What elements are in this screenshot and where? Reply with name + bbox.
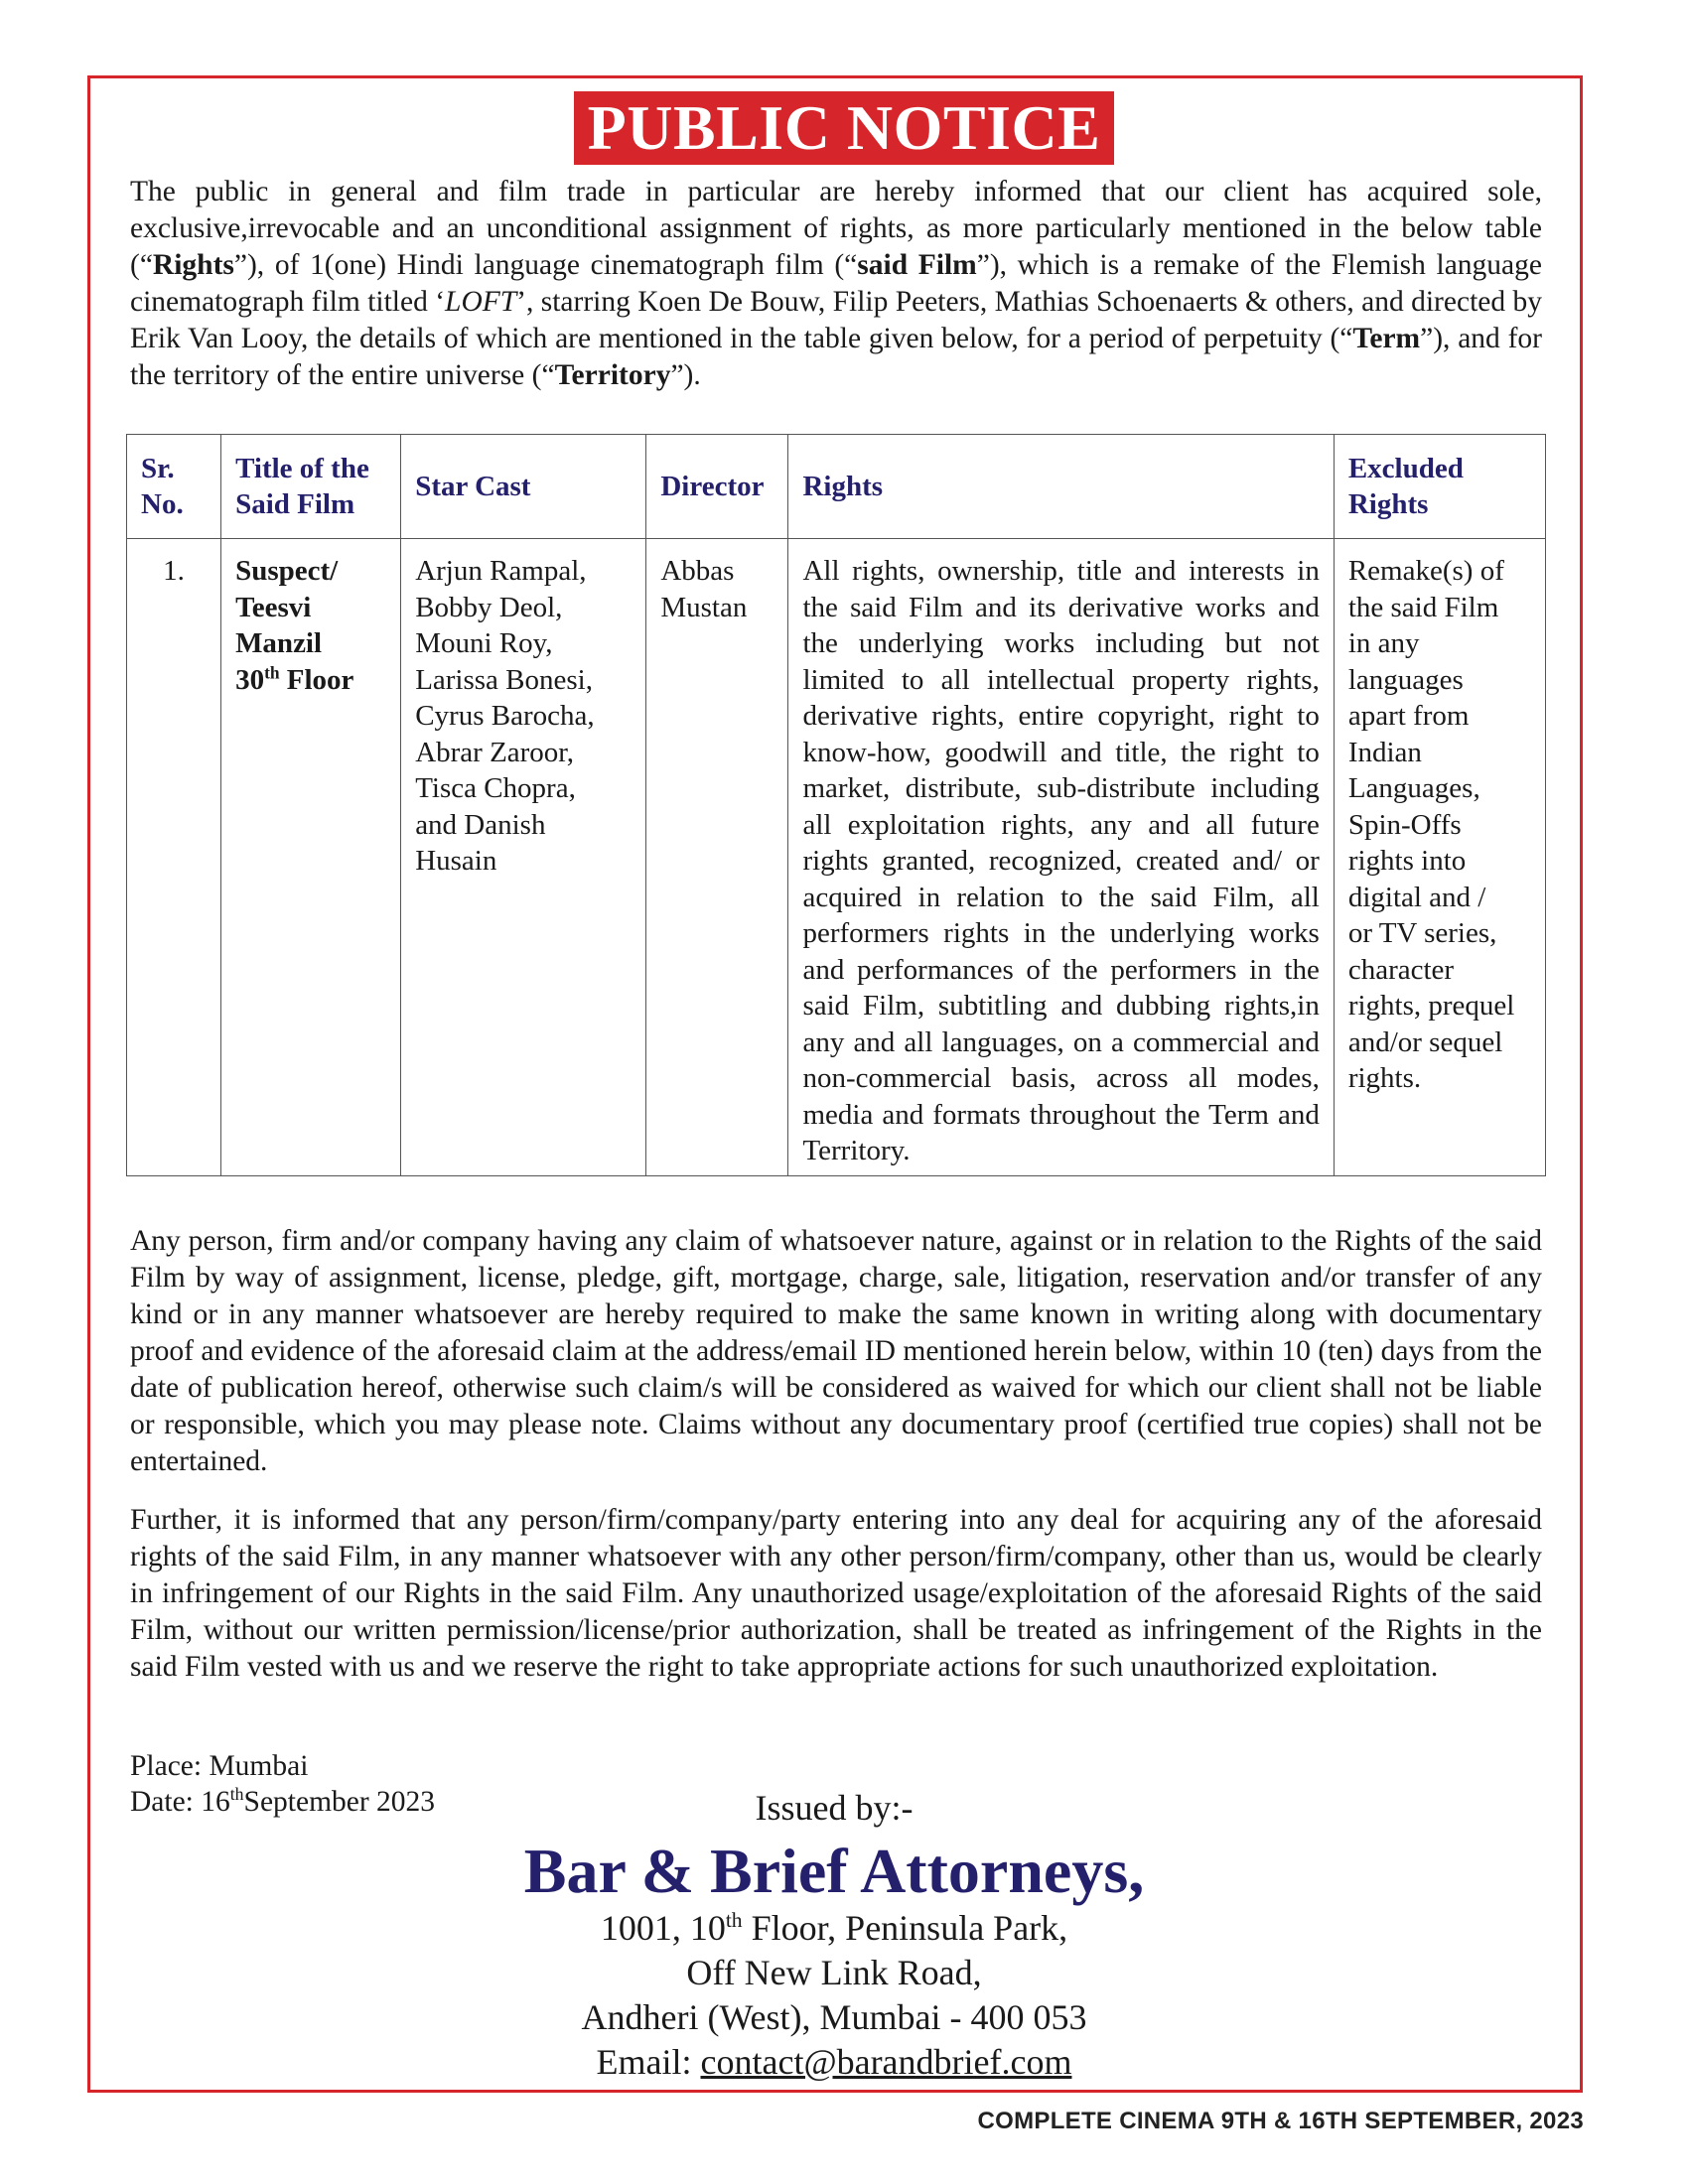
infringement-paragraph: Further, it is informed that any person/firm/company/party entering into any deal for acquiring any of the aforesaid rights of the said Film, in any manner whatsoever with any other person/firm/company, other than us, would be clearly in infringement of our Rights in the said Film. Any unauthorized usage/exploitation of the aforesaid Rights of the said Film, without our written permission/license/prior authorization, shall be treated as infringement of the Rights in the said Film vested with us and we reserve the right to take appropriate actions for such unauthorized exploitation.	[130, 1504, 1542, 1683]
intro-text-5: ”), and for the territory of the entire universe (“	[130, 323, 1542, 391]
publication-footer: COMPLETE CINEMA 9TH & 16TH SEPTEMBER, 2023	[977, 2108, 1584, 2134]
address-line-1: 1001, 10th Floor, Peninsula Park,	[600, 1908, 1068, 1948]
cell-film-title: Suspect/ Teesvi Manzil 30th Floor	[221, 539, 401, 1176]
header-excluded-rights: Excluded Rights	[1334, 435, 1545, 539]
address-line-3: Andheri (West), Mumbai - 400 053	[581, 1997, 1087, 2037]
header-rights: Rights	[788, 435, 1334, 539]
table-header-row	[127, 435, 1546, 539]
intro-text-4: ’, starring Koen De Bouw, Filip Peeters, Mathias Schoenaerts & others, and directed by Erik Van Looy, the details of which are mentioned in the table given below, for a period of perpetuity (“	[130, 286, 1542, 354]
intro-text-1: The public in general and film trade in particular are hereby informed that our client has acquired sole, exclusive,irrevocable and an unconditional assignment of rights, as more particularly mentioned in the below table (“	[130, 176, 1542, 281]
intro-text-2: ”), of 1(one) Hindi language cinematograph film (“	[233, 249, 858, 281]
intro-italic-loft: LOFT	[445, 286, 517, 318]
email-link[interactable]: contact@barandbrief.com	[700, 2042, 1072, 2082]
cell-sr-no: 1.	[127, 539, 221, 1176]
rights-table	[126, 434, 1546, 1176]
intro-text-3: ”), which is a remake of the Flemish language cinematograph film titled ‘	[130, 249, 1542, 318]
claims-paragraph: Any person, firm and/or company having any claim of whatsoever nature, against or in relation to the Rights of the said Film by way of assignment, license, pledge, gift, mortgage, charge, sale, litigation, reservation and/or transfer of any kind or in any manner whatsoever are hereby required to make the same known in writing along with documentary proof and evidence of the aforesaid claim at the address/email ID mentioned herein below, within 10 (ten) days from the date of publication hereof, otherwise such claim/s will be considered as waived for which our client shall not be liable or responsible, which you may please note. Claims without any documentary proof (certified true copies) shall not be entertained.	[130, 1225, 1542, 1477]
intro-paragraph	[130, 174, 1542, 394]
notice-title: PUBLIC NOTICE	[574, 91, 1115, 165]
intro-bold-territory: Territory	[554, 359, 671, 391]
cell-excluded-rights: Remake(s) of the said Film in any languages apart from Indian Languages, Spin-Offs rights into digital and / or TV series, character rights, prequel and/or sequel rights.	[1334, 539, 1545, 1176]
header-director: Director	[646, 435, 788, 539]
intro-bold-term: Term	[1352, 323, 1421, 354]
title-banner	[0, 91, 1688, 165]
cell-director: Abbas Mustan	[646, 539, 788, 1176]
date-text: Date: 16thSeptember 2023	[130, 1784, 436, 1818]
header-title: Title of the Said Film	[221, 435, 401, 539]
cell-star-cast: Arjun Rampal, Bobby Deol, Mouni Roy, Larissa Bonesi, Cyrus Barocha, Abrar Zaroor, Tisca Chopra, and Danish Husain	[401, 539, 646, 1176]
intro-bold-said-film: said Film	[857, 249, 977, 281]
place-text: Place: Mumbai	[130, 1750, 309, 1782]
header-star-cast: Star Cast	[401, 435, 646, 539]
intro-bold-rights: Rights	[152, 249, 234, 281]
firm-address	[0, 1906, 1668, 2085]
header-sr-no: Sr. No.	[127, 435, 221, 539]
table-row	[127, 539, 1546, 1176]
email-line: Email: contact@barandbrief.com	[596, 2042, 1072, 2082]
intro-text-6: ”).	[670, 359, 701, 391]
address-line-2: Off New Link Road,	[686, 1953, 982, 1992]
issued-by-label: Issued by:-	[755, 1788, 914, 1828]
cell-rights: All rights, ownership, title and interests in the said Film and its derivative works and the underlying works including but not limited to all intellectual property rights, derivative rights, entire copyright, right to know-how, goodwill and title, the right to market, distribute, sub-distribute including all exploitation rights, any and all future rights granted, recognized, created and/ or acquired in relation to the said Film, all performers rights in the underlying works and performances of the performers in the said Film, subtitling and dubbing rights,in any and all languages, on a commercial and non-commercial basis, across all modes, media and formats throughout the Term and Territory.	[788, 539, 1334, 1176]
firm-name: Bar & Brief Attorneys,	[523, 1836, 1145, 1906]
